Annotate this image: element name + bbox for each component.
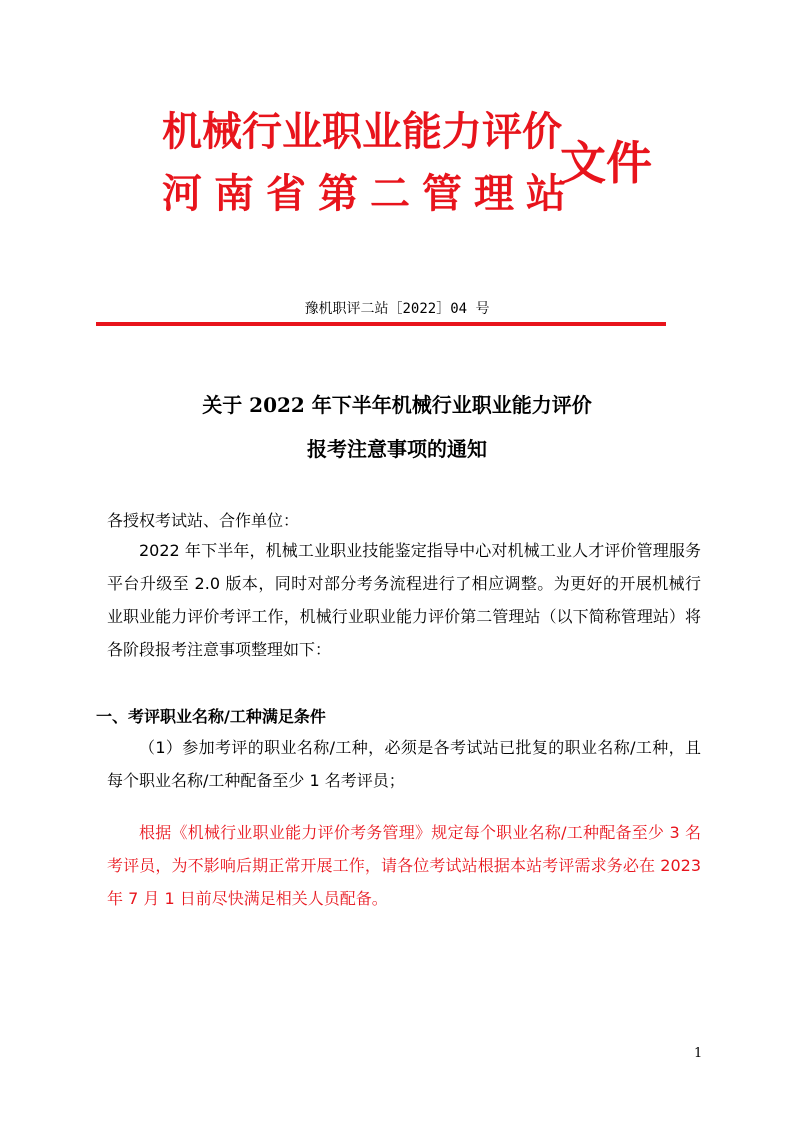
document-number: 豫机职评二站［2022］04 号 (304, 301, 490, 317)
issuing-org-line-2: 河南省第二管理站 (162, 170, 578, 217)
issuing-org-line-1: 机械行业职业能力评价 (162, 108, 562, 155)
greeting: 各授权考试站、合作单位： (107, 511, 300, 530)
intro-paragraph: 2022 年下半年，机械工业职业技能鉴定指导中心对机械工业人才评价管理服务平台升级至 2.0 版本，同时对部分考务流程进行了相应调整。为更好的开展机械行业职业能力评价考评工作，机械行业职业能力评价第二管理站（以下简称管理站）将各阶段报考注意事项整理如下： (107, 541, 701, 659)
notice-title-line-1: 关于 2022 年下半年机械行业职业能力评价 (202, 393, 592, 417)
highlighted-requirement-note: 根据《机械行业职业能力评价考务管理》规定每个职业名称/工种配备至少 3 名考评员，为不影响后期正常开展工作，请各位考试站根据本站考评需求务必在 2023 年 7 月 1 日前尽快满足相关人员配备。 (107, 823, 701, 908)
page-number: 1 (694, 1046, 703, 1061)
notice-title-line-2: 报考注意事项的通知 (307, 437, 487, 461)
section-1-item-1: （1）参加考评的职业名称/工种，必须是各考试站已批复的职业名称/工种，且每个职业名称/工种配备至少 1 名考评员； (107, 738, 701, 790)
header-divider (96, 322, 666, 326)
section-heading-1: 一、考评职业名称/工种满足条件 (96, 707, 326, 726)
document-type-label: 文件 (560, 136, 652, 190)
